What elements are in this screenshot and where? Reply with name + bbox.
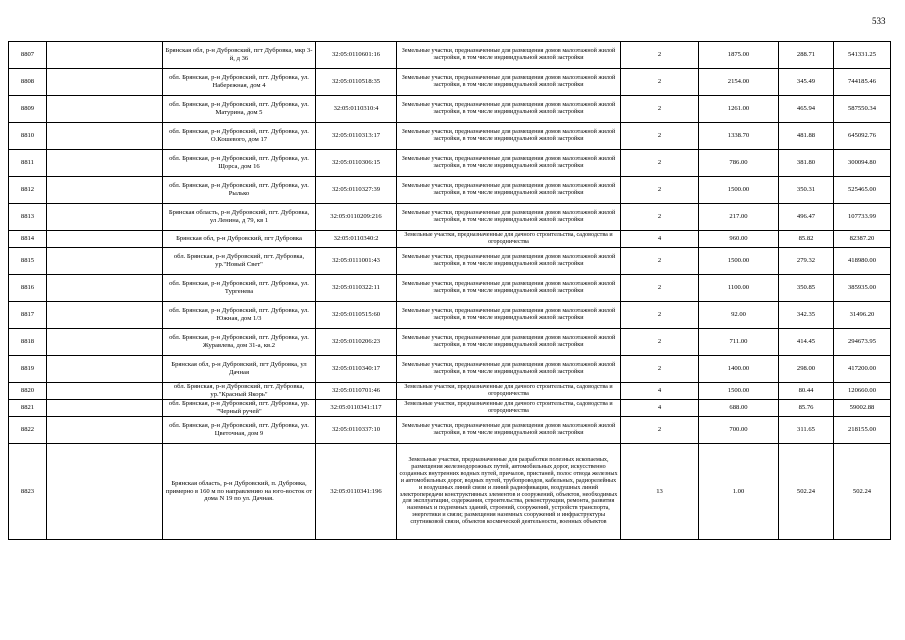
table-body — [9, 42, 891, 540]
table-row — [9, 42, 891, 69]
rate-cell: 342.35 — [779, 302, 834, 329]
row-number: 8809 — [9, 96, 47, 123]
land-use-cell: Земельные участки, предназначенные для размещения домов малоэтажной жилой застройки, в том числе индивидуальной жилой застройки — [397, 329, 621, 356]
rate-cell: 345.49 — [779, 69, 834, 96]
row-number: 8808 — [9, 69, 47, 96]
group-cell: 2 — [621, 96, 699, 123]
cadastral-value-cell: 59002.88 — [834, 400, 891, 417]
area-cell: 1.00 — [699, 444, 779, 540]
rate-cell: 350.85 — [779, 275, 834, 302]
row-number: 8815 — [9, 248, 47, 275]
row-number: 8821 — [9, 400, 47, 417]
rate-cell: 414.45 — [779, 329, 834, 356]
land-use-cell: Земельные участки, предназначенные для размещения домов малоэтажной жилой застройки, в том числе индивидуальной жилой застройки — [397, 69, 621, 96]
empty-cell — [47, 356, 163, 383]
cadastral-number-cell: 32:05:0110701:46 — [316, 383, 397, 400]
area-cell: 711.00 — [699, 329, 779, 356]
cadastral-number-cell: 32:05:0110340:2 — [316, 231, 397, 248]
group-cell: 2 — [621, 248, 699, 275]
group-cell: 2 — [621, 417, 699, 444]
cadastral-value-cell: 82387.20 — [834, 231, 891, 248]
area-cell: 1875.00 — [699, 42, 779, 69]
empty-cell — [47, 69, 163, 96]
rate-cell: 85.76 — [779, 400, 834, 417]
address-cell: Брянская область, р-н Дубровский, пгт. Дубровка, ул Ленина, д 79, кв 1 — [163, 204, 316, 231]
table-row — [9, 231, 891, 248]
land-registry-table — [8, 41, 891, 540]
cadastral-number-cell: 32:05:0110515:60 — [316, 302, 397, 329]
cadastral-number-cell: 32:05:0110340:17 — [316, 356, 397, 383]
empty-cell — [47, 231, 163, 248]
rate-cell: 279.32 — [779, 248, 834, 275]
land-use-cell: Земельные участки, предназначенные для размещения домов малоэтажной жилой застройки, в том числе индивидуальной жилой застройки — [397, 275, 621, 302]
group-cell: 2 — [621, 177, 699, 204]
rate-cell: 288.71 — [779, 42, 834, 69]
address-cell: обл. Брянская, р-н Дубровский, пгт. Дубровка, ул. Южная, дом 1/3 — [163, 302, 316, 329]
address-cell: Брянская обл, р-н Дубровский, пгт Дубровка, мкр 3-й, д 36 — [163, 42, 316, 69]
table-row — [9, 444, 891, 540]
row-number: 8807 — [9, 42, 47, 69]
table-row — [9, 96, 891, 123]
group-cell: 2 — [621, 204, 699, 231]
table-row — [9, 275, 891, 302]
area-cell: 688.00 — [699, 400, 779, 417]
table-row — [9, 69, 891, 96]
group-cell: 2 — [621, 69, 699, 96]
cadastral-value-cell: 418980.00 — [834, 248, 891, 275]
rate-cell: 350.31 — [779, 177, 834, 204]
table-row — [9, 329, 891, 356]
row-number: 8814 — [9, 231, 47, 248]
cadastral-number-cell: 32:05:0110327:39 — [316, 177, 397, 204]
empty-cell — [47, 329, 163, 356]
area-cell: 217.00 — [699, 204, 779, 231]
rate-cell: 381.80 — [779, 150, 834, 177]
empty-cell — [47, 42, 163, 69]
address-cell: обл. Брянская, р-н Дубровский, пгт. Дубровка, ул. Рылько — [163, 177, 316, 204]
rate-cell: 465.94 — [779, 96, 834, 123]
rate-cell: 502.24 — [779, 444, 834, 540]
rate-cell: 298.00 — [779, 356, 834, 383]
address-cell: обл. Брянская, р-н Дубровский, пгт. Дубровка, ул. Журавлева, дом 31-а, кв.2 — [163, 329, 316, 356]
address-cell: обл. Брянская, р-н Дубровский, пгт. Дубровка, ул. Тургенева — [163, 275, 316, 302]
empty-cell — [47, 400, 163, 417]
cadastral-value-cell: 107733.99 — [834, 204, 891, 231]
cadastral-value-cell: 218155.00 — [834, 417, 891, 444]
table-row — [9, 177, 891, 204]
cadastral-number-cell: 32:05:0110306:15 — [316, 150, 397, 177]
cadastral-number-cell: 32:05:0111001:43 — [316, 248, 397, 275]
group-cell: 4 — [621, 231, 699, 248]
land-use-cell: Земельные участки, предназначенные для размещения домов малоэтажной жилой застройки, в том числе индивидуальной жилой застройки — [397, 356, 621, 383]
land-use-cell: Земельные участки, предназначенные для размещения домов малоэтажной жилой застройки, в том числе индивидуальной жилой застройки — [397, 123, 621, 150]
address-cell: Брянская обл, р-н Дубровский, пгт Дубровка, ул Дачная — [163, 356, 316, 383]
cadastral-value-cell: 417200.00 — [834, 356, 891, 383]
group-cell: 2 — [621, 42, 699, 69]
cadastral-number-cell: 32:05:0110518:35 — [316, 69, 397, 96]
cadastral-value-cell: 645092.76 — [834, 123, 891, 150]
cadastral-value-cell: 502.24 — [834, 444, 891, 540]
group-cell: 2 — [621, 329, 699, 356]
land-use-cell: Земельные участки, предназначенные для размещения домов малоэтажной жилой застройки, в том числе индивидуальной жилой застройки — [397, 42, 621, 69]
group-cell: 2 — [621, 302, 699, 329]
area-cell: 1100.00 — [699, 275, 779, 302]
area-cell: 960.00 — [699, 231, 779, 248]
row-number: 8812 — [9, 177, 47, 204]
area-cell: 1261.00 — [699, 96, 779, 123]
address-cell: обл. Брянская, р-н Дубровский, пгт. Дубровка, ур."Новый Свет" — [163, 248, 316, 275]
cadastral-number-cell: 32:05:0110209:216 — [316, 204, 397, 231]
group-cell: 4 — [621, 400, 699, 417]
table-row — [9, 356, 891, 383]
cadastral-value-cell: 294673.95 — [834, 329, 891, 356]
land-use-cell: Земельные участки, предназначенные для дачного строительства, садоводства и огородничества — [397, 231, 621, 248]
cadastral-value-cell: 525465.00 — [834, 177, 891, 204]
row-number: 8823 — [9, 444, 47, 540]
land-use-cell: Земельные участки, предназначенные для размещения домов малоэтажной жилой застройки, в том числе индивидуальной жилой застройки — [397, 417, 621, 444]
table-row — [9, 383, 891, 400]
address-cell: обл. Брянская, р-н Дубровский, пгт. Дубровка, ул. Набережная, дом 4 — [163, 69, 316, 96]
page-number: 533 — [872, 16, 886, 26]
cadastral-number-cell: 32:05:0110310:4 — [316, 96, 397, 123]
address-cell: обл. Брянская, р-н Дубровский, пгт. Дубровка, ул. Цветочная, дом 9 — [163, 417, 316, 444]
table-row — [9, 123, 891, 150]
address-cell: обл. Брянская, р-н Дубровский, пгт. Дубровка, ул. Матурина, дом 5 — [163, 96, 316, 123]
cadastral-number-cell: 32:05:0110341:117 — [316, 400, 397, 417]
cadastral-value-cell: 385935.00 — [834, 275, 891, 302]
area-cell: 1338.70 — [699, 123, 779, 150]
row-number: 8818 — [9, 329, 47, 356]
area-cell: 92.00 — [699, 302, 779, 329]
group-cell: 4 — [621, 383, 699, 400]
area-cell: 2154.00 — [699, 69, 779, 96]
cadastral-value-cell: 31496.20 — [834, 302, 891, 329]
empty-cell — [47, 150, 163, 177]
address-cell: обл. Брянская, р-н Дубровский, пгт. Дубровка, ур."Красный Якорь" — [163, 383, 316, 400]
group-cell: 2 — [621, 123, 699, 150]
empty-cell — [47, 204, 163, 231]
empty-cell — [47, 96, 163, 123]
address-cell: Брянская обл, р-н Дубровский, пгт Дубровка — [163, 231, 316, 248]
land-use-cell: Земельные участки, предназначенные для разработки полезных ископаемых, размещения железнодорожных путей, автомобильных дорог, искусственно созданных внутренних водных путей, причалов, пристаней, полос отвода железных и автомобильных дорог, водных путей, трубопроводов, кабельных, радиорелейных и воздушных линий связи и линий радиофикации, воздушных линий электропередачи конструктивных элементов и сооружений, объектов, необходимых для эксплуатации, содержания, строительства, реконструкции, ремонта, развития наземных и подземных зданий, строений, сооружений, устройств транспорта, энергетики и связи; размещения наземных сооружений и инфраструктуры спутниковой связи, объектов космической деятельности, военных объектов — [397, 444, 621, 540]
table-row — [9, 248, 891, 275]
address-cell: Брянская область, р-н Дубровский, п. Дубровка, примерно в 160 м по направлению на юго-восток от дома N 19 по ул. Дачная. — [163, 444, 316, 540]
cadastral-number-cell: 32:05:0110341:196 — [316, 444, 397, 540]
cadastral-value-cell: 541331.25 — [834, 42, 891, 69]
row-number: 8817 — [9, 302, 47, 329]
land-use-cell: Земельные участки, предназначенные для размещения домов малоэтажной жилой застройки, в том числе индивидуальной жилой застройки — [397, 302, 621, 329]
row-number: 8813 — [9, 204, 47, 231]
table-row — [9, 204, 891, 231]
land-use-cell: Земельные участки, предназначенные для размещения домов малоэтажной жилой застройки, в том числе индивидуальной жилой застройки — [397, 177, 621, 204]
rate-cell: 496.47 — [779, 204, 834, 231]
empty-cell — [47, 383, 163, 400]
rate-cell: 311.65 — [779, 417, 834, 444]
land-use-cell: Земельные участки, предназначенные для дачного строительства, садоводства и огородничества — [397, 383, 621, 400]
group-cell: 13 — [621, 444, 699, 540]
empty-cell — [47, 444, 163, 540]
rate-cell: 85.82 — [779, 231, 834, 248]
address-cell: обл. Брянская, р-н Дубровский, пгт. Дубровка, ур. "Черный ручей" — [163, 400, 316, 417]
table-row — [9, 400, 891, 417]
area-cell: 786.00 — [699, 150, 779, 177]
row-number: 8816 — [9, 275, 47, 302]
row-number: 8810 — [9, 123, 47, 150]
empty-cell — [47, 417, 163, 444]
area-cell: 1500.00 — [699, 383, 779, 400]
cadastral-value-cell: 744185.46 — [834, 69, 891, 96]
cadastral-number-cell: 32:05:0110601:16 — [316, 42, 397, 69]
area-cell: 1400.00 — [699, 356, 779, 383]
table-row — [9, 302, 891, 329]
empty-cell — [47, 302, 163, 329]
cadastral-number-cell: 32:05:0110322:11 — [316, 275, 397, 302]
group-cell: 2 — [621, 356, 699, 383]
cadastral-number-cell: 32:05:0110313:17 — [316, 123, 397, 150]
area-cell: 1500.00 — [699, 248, 779, 275]
area-cell: 700.00 — [699, 417, 779, 444]
rate-cell: 481.88 — [779, 123, 834, 150]
empty-cell — [47, 275, 163, 302]
table-row — [9, 417, 891, 444]
group-cell: 2 — [621, 275, 699, 302]
land-use-cell: Земельные участки, предназначенные для дачного строительства, садоводства и огородничества — [397, 400, 621, 417]
address-cell: обл. Брянская, р-н Дубровский, пгт. Дубровка, ул. О.Кошевого, дом 17 — [163, 123, 316, 150]
address-cell: обл. Брянская, р-н Дубровский, пгт. Дубровка, ул. Щорса, дом 16 — [163, 150, 316, 177]
empty-cell — [47, 123, 163, 150]
cadastral-value-cell: 300094.80 — [834, 150, 891, 177]
empty-cell — [47, 248, 163, 275]
row-number: 8811 — [9, 150, 47, 177]
land-use-cell: Земельные участки, предназначенные для размещения домов малоэтажной жилой застройки, в том числе индивидуальной жилой застройки — [397, 96, 621, 123]
area-cell: 1500.00 — [699, 177, 779, 204]
rate-cell: 80.44 — [779, 383, 834, 400]
cadastral-number-cell: 32:05:0110206:23 — [316, 329, 397, 356]
group-cell: 2 — [621, 150, 699, 177]
row-number: 8819 — [9, 356, 47, 383]
land-use-cell: Земельные участки, предназначенные для размещения домов малоэтажной жилой застройки, в том числе индивидуальной жилой застройки — [397, 204, 621, 231]
cadastral-number-cell: 32:05:0110337:10 — [316, 417, 397, 444]
empty-cell — [47, 177, 163, 204]
land-use-cell: Земельные участки, предназначенные для размещения домов малоэтажной жилой застройки, в том числе индивидуальной жилой застройки — [397, 248, 621, 275]
row-number: 8822 — [9, 417, 47, 444]
cadastral-value-cell: 587550.34 — [834, 96, 891, 123]
cadastral-value-cell: 120660.00 — [834, 383, 891, 400]
land-use-cell: Земельные участки, предназначенные для размещения домов малоэтажной жилой застройки, в том числе индивидуальной жилой застройки — [397, 150, 621, 177]
row-number: 8820 — [9, 383, 47, 400]
table-row — [9, 150, 891, 177]
